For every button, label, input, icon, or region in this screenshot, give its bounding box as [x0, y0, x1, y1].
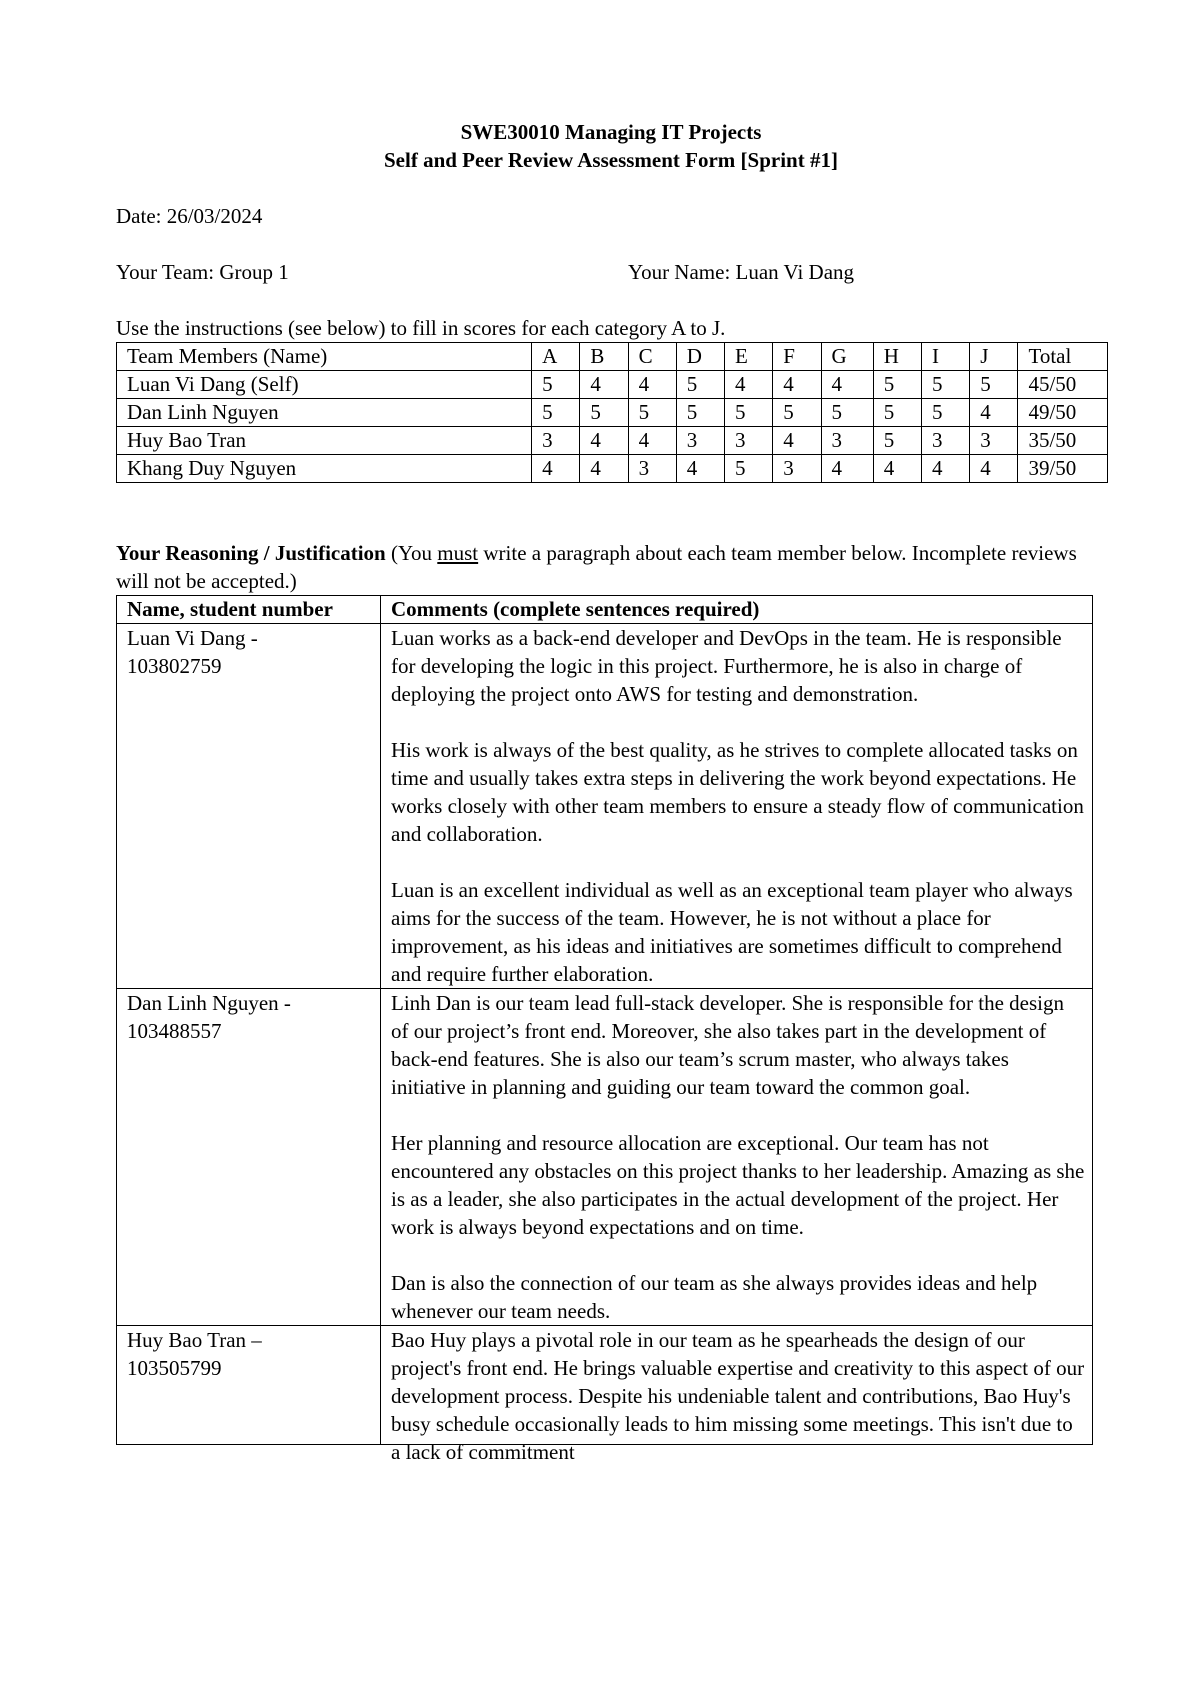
- header-cell: I: [921, 343, 969, 371]
- comment-cell: [381, 624, 1093, 989]
- member-name: Huy Bao Tran: [117, 427, 532, 455]
- score-cell: 5: [628, 399, 676, 427]
- name-line: Your Name: Luan Vi Dang: [628, 260, 855, 284]
- comment-clip: [391, 1326, 1086, 1464]
- student-cell: [117, 624, 381, 989]
- score-cell: 4: [970, 399, 1018, 427]
- student-name: Dan Linh Nguyen -: [127, 991, 291, 1015]
- score-cell: 4: [873, 455, 921, 483]
- score-cell: 5: [773, 399, 821, 427]
- score-cell: 4: [970, 455, 1018, 483]
- score-cell: 5: [821, 399, 873, 427]
- member-name: Khang Duy Nguyen: [117, 455, 532, 483]
- total-cell: 45/50: [1018, 371, 1108, 399]
- comment-paragraph: Linh Dan is our team lead full-stack developer. She is responsible for the design of our project’s front end. Moreover, she also takes part in the development of back-end features. She is also our team’s scrum master, who always takes initiative in planning and guiding our team toward the common goal.: [391, 991, 1064, 1099]
- score-cell: 5: [532, 399, 580, 427]
- header-cell: E: [725, 343, 773, 371]
- member-name: Dan Linh Nguyen: [117, 399, 532, 427]
- score-cell: 4: [628, 427, 676, 455]
- scores-header-row: [117, 343, 1108, 371]
- table-row: [117, 624, 1093, 989]
- table-row: [117, 989, 1093, 1326]
- header-cell: G: [821, 343, 873, 371]
- header-cell: J: [970, 343, 1018, 371]
- comment-paragraph: Bao Huy plays a pivotal role in our team as he spearheads the design of our project's front end. He brings valuable expertise and creativity to this aspect of our development process. Despite his undeniable talent and contributions, Bao Huy's busy schedule occasionally leads to him missing some meetings. This isn't due to a lack of commitment: [391, 1328, 1085, 1464]
- instructions-line: Use the instructions (see below) to fill in scores for each category A to J.: [116, 316, 726, 340]
- score-cell: 4: [580, 371, 628, 399]
- team-name-row: [116, 258, 1106, 286]
- header-cell: Team Members (Name): [117, 343, 532, 371]
- student-number: 103488557: [127, 1019, 222, 1043]
- score-cell: 4: [580, 427, 628, 455]
- score-cell: 4: [628, 371, 676, 399]
- student-name: Luan Vi Dang -: [127, 626, 258, 650]
- total-cell: 49/50: [1018, 399, 1108, 427]
- header-cell: Comments (complete sentences required): [381, 596, 1093, 624]
- header-cell: B: [580, 343, 628, 371]
- comment-cell: [381, 1326, 1093, 1464]
- comment-cell: [381, 989, 1093, 1326]
- header-cell: H: [873, 343, 921, 371]
- comments-table: [116, 595, 1093, 1464]
- comment-paragraph: Dan is also the connection of our team as she always provides ideas and help whenever our team needs.: [391, 1271, 1038, 1323]
- score-cell: 5: [676, 399, 724, 427]
- team-line: Your Team: Group 1: [116, 260, 289, 284]
- header-cell: A: [532, 343, 580, 371]
- score-cell: 3: [773, 455, 821, 483]
- score-cell: 4: [773, 427, 821, 455]
- score-cell: 5: [725, 399, 773, 427]
- form-title: Self and Peer Review Assessment Form [Sprint #1]: [384, 148, 838, 172]
- score-cell: 3: [970, 427, 1018, 455]
- reasoning-heading-post: write a paragraph about each team member below. Incomplete reviews will not be accepted.): [116, 541, 1077, 593]
- table-row: [117, 1326, 1093, 1445]
- document-page: [116, 118, 1106, 1464]
- score-cell: 5: [873, 371, 921, 399]
- table-row: [117, 427, 1108, 455]
- total-cell: 39/50: [1018, 455, 1108, 483]
- reasoning-heading-pre: (You: [385, 541, 438, 565]
- score-cell: 4: [773, 371, 821, 399]
- comment-paragraph: His work is always of the best quality, as he strives to complete allocated tasks on time and usually takes extra steps in delivering the work beyond expectations. He works closely with other team members to ensure a steady flow of communication and collaboration.: [391, 738, 1084, 846]
- score-cell: 5: [873, 427, 921, 455]
- student-cell: [117, 989, 381, 1326]
- score-cell: 5: [873, 399, 921, 427]
- table-row: [117, 399, 1108, 427]
- score-cell: 4: [821, 371, 873, 399]
- score-cell: 4: [676, 455, 724, 483]
- score-cell: 5: [921, 371, 969, 399]
- table-row: [117, 455, 1108, 483]
- score-cell: 5: [532, 371, 580, 399]
- member-name: Luan Vi Dang (Self): [117, 371, 532, 399]
- score-cell: 4: [580, 455, 628, 483]
- header-cell: Name, student number: [117, 596, 381, 624]
- score-cell: 4: [921, 455, 969, 483]
- score-cell: 4: [532, 455, 580, 483]
- score-cell: 3: [676, 427, 724, 455]
- score-cell: 5: [725, 455, 773, 483]
- reasoning-heading: [116, 539, 1106, 595]
- score-cell: 4: [725, 371, 773, 399]
- header-cell: C: [628, 343, 676, 371]
- table-row: [117, 371, 1108, 399]
- header-cell: Total: [1018, 343, 1108, 371]
- score-cell: 3: [725, 427, 773, 455]
- comment-paragraph: Luan is an excellent individual as well as an exceptional team player who always aims for the success of the team. However, he is not without a place for improvement, as his ideas and initiatives are sometimes difficult to comprehend and require further elaboration.: [391, 878, 1073, 986]
- score-cell: 5: [921, 399, 969, 427]
- student-name: Huy Bao Tran –: [127, 1328, 262, 1352]
- score-cell: 5: [970, 371, 1018, 399]
- score-cell: 4: [821, 455, 873, 483]
- student-number: 103802759: [127, 654, 222, 678]
- comment-paragraph: Her planning and resource allocation are exceptional. Our team has not encountered any obstacles on this project thanks to her leadership. Amazing as she is as a leader, she also participates in the actual development of the project. Her work is always beyond expectations and on time.: [391, 1131, 1085, 1239]
- student-number: 103505799: [127, 1356, 222, 1380]
- score-cell: 3: [821, 427, 873, 455]
- total-cell: 35/50: [1018, 427, 1108, 455]
- comment-paragraph: Luan works as a back-end developer and DevOps in the team. He is responsible for developing the logic in this project. Furthermore, he is also in charge of deploying the project onto AWS for testing and demonstration.: [391, 626, 1062, 706]
- score-cell: 3: [532, 427, 580, 455]
- comments-header-row: [117, 596, 1093, 624]
- reasoning-heading-bold: Your Reasoning / Justification: [116, 541, 386, 565]
- course-title: SWE30010 Managing IT Projects: [460, 120, 762, 144]
- student-cell: [117, 1326, 381, 1445]
- header-cell: D: [676, 343, 724, 371]
- score-cell: 5: [580, 399, 628, 427]
- score-cell: 3: [628, 455, 676, 483]
- score-cell: 5: [676, 371, 724, 399]
- header-cell: F: [773, 343, 821, 371]
- scores-table: [116, 342, 1108, 483]
- score-cell: 3: [921, 427, 969, 455]
- date-line: Date: 26/03/2024: [116, 204, 263, 228]
- reasoning-heading-must: must: [437, 541, 479, 565]
